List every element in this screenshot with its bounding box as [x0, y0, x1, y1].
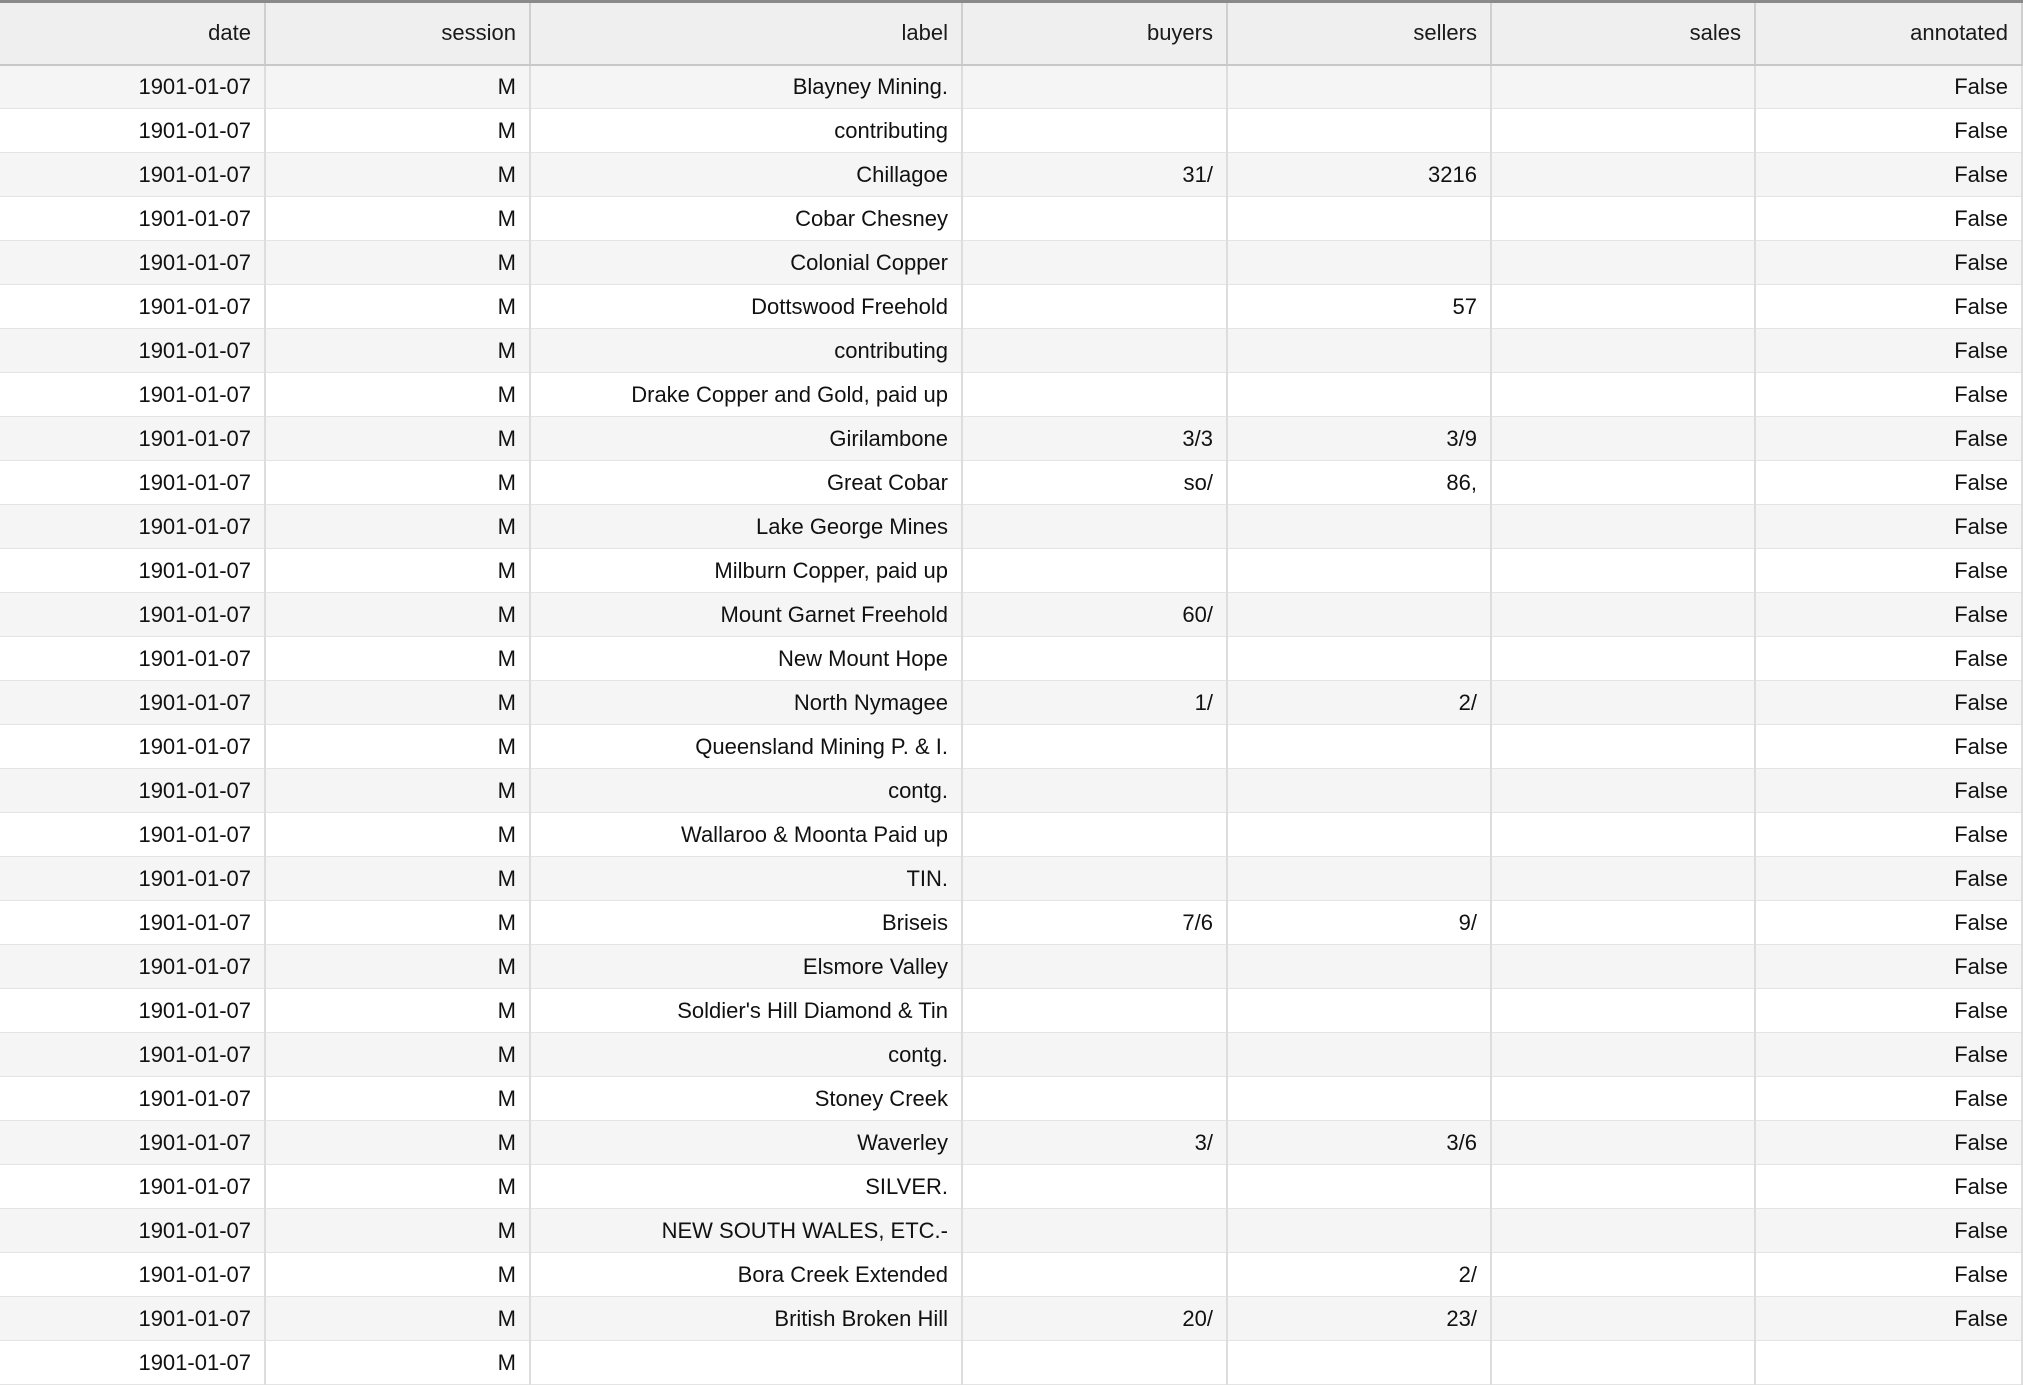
- cell-annotated[interactable]: False: [1755, 945, 2022, 989]
- column-header-sellers[interactable]: sellers: [1227, 2, 1491, 65]
- cell-sellers[interactable]: 23/: [1227, 1297, 1491, 1341]
- cell-label[interactable]: Elsmore Valley: [530, 945, 962, 989]
- table-row[interactable]: [0, 1165, 2022, 1209]
- cell-sales[interactable]: [1491, 593, 1755, 637]
- cell-sellers[interactable]: [1227, 989, 1491, 1033]
- cell-date[interactable]: 1901-01-07: [0, 857, 265, 901]
- cell-buyers[interactable]: 3/: [962, 1121, 1227, 1165]
- cell-label[interactable]: Wallaroo & Moonta Paid up: [530, 813, 962, 857]
- cell-date[interactable]: 1901-01-07: [0, 813, 265, 857]
- column-header-session[interactable]: session: [265, 2, 530, 65]
- cell-label[interactable]: contributing: [530, 109, 962, 153]
- table-row[interactable]: [0, 901, 2022, 945]
- cell-sales[interactable]: [1491, 1165, 1755, 1209]
- cell-sales[interactable]: [1491, 329, 1755, 373]
- cell-annotated[interactable]: False: [1755, 373, 2022, 417]
- cell-buyers[interactable]: 3/3: [962, 417, 1227, 461]
- cell-date[interactable]: 1901-01-07: [0, 197, 265, 241]
- table-row[interactable]: [0, 593, 2022, 637]
- cell-date[interactable]: 1901-01-07: [0, 505, 265, 549]
- header-row: [0, 2, 2022, 65]
- cell-date[interactable]: 1901-01-07: [0, 681, 265, 725]
- cell-sales[interactable]: [1491, 945, 1755, 989]
- table-row[interactable]: [0, 153, 2022, 197]
- cell-buyers[interactable]: 1/: [962, 681, 1227, 725]
- cell-date[interactable]: 1901-01-07: [0, 1121, 265, 1165]
- cell-session[interactable]: M: [265, 329, 530, 373]
- cell-annotated[interactable]: False: [1755, 769, 2022, 813]
- table-row[interactable]: [0, 1253, 2022, 1297]
- cell-date[interactable]: 1901-01-07: [0, 153, 265, 197]
- cell-label[interactable]: Blayney Mining.: [530, 65, 962, 109]
- cell-sellers[interactable]: [1227, 1341, 1491, 1385]
- cell-buyers[interactable]: [962, 109, 1227, 153]
- table-row[interactable]: [0, 109, 2022, 153]
- cell-date[interactable]: 1901-01-07: [0, 901, 265, 945]
- column-header-label[interactable]: label: [530, 2, 962, 65]
- cell-date[interactable]: 1901-01-07: [0, 1209, 265, 1253]
- cell-sales[interactable]: [1491, 241, 1755, 285]
- cell-session[interactable]: M: [265, 1077, 530, 1121]
- table-row[interactable]: [0, 989, 2022, 1033]
- cell-sales[interactable]: [1491, 901, 1755, 945]
- cell-label[interactable]: TIN.: [530, 857, 962, 901]
- cell-date[interactable]: 1901-01-07: [0, 1077, 265, 1121]
- cell-buyers[interactable]: [962, 857, 1227, 901]
- cell-annotated[interactable]: False: [1755, 461, 2022, 505]
- cell-sales[interactable]: [1491, 989, 1755, 1033]
- cell-date[interactable]: 1901-01-07: [0, 417, 265, 461]
- cell-label[interactable]: NEW SOUTH WALES, ETC.-: [530, 1209, 962, 1253]
- cell-label[interactable]: Queensland Mining P. & I.: [530, 725, 962, 769]
- cell-sellers[interactable]: 2/: [1227, 1253, 1491, 1297]
- cell-label[interactable]: Drake Copper and Gold, paid up: [530, 373, 962, 417]
- cell-sellers[interactable]: 57: [1227, 285, 1491, 329]
- cell-annotated[interactable]: False: [1755, 65, 2022, 109]
- table-row[interactable]: [0, 1077, 2022, 1121]
- cell-buyers[interactable]: [962, 813, 1227, 857]
- cell-buyers[interactable]: [962, 329, 1227, 373]
- cell-session[interactable]: M: [265, 1121, 530, 1165]
- cell-date[interactable]: 1901-01-07: [0, 241, 265, 285]
- cell-sales[interactable]: [1491, 857, 1755, 901]
- cell-sales[interactable]: [1491, 373, 1755, 417]
- cell-label[interactable]: Briseis: [530, 901, 962, 945]
- column-header-date[interactable]: date: [0, 2, 265, 65]
- cell-date[interactable]: 1901-01-07: [0, 769, 265, 813]
- cell-session[interactable]: M: [265, 461, 530, 505]
- cell-sales[interactable]: [1491, 549, 1755, 593]
- cell-label[interactable]: Bora Creek Extended: [530, 1253, 962, 1297]
- cell-buyers[interactable]: [962, 945, 1227, 989]
- cell-date[interactable]: 1901-01-07: [0, 549, 265, 593]
- cell-sales[interactable]: [1491, 1209, 1755, 1253]
- cell-session[interactable]: M: [265, 1165, 530, 1209]
- cell-annotated[interactable]: False: [1755, 241, 2022, 285]
- cell-annotated[interactable]: False: [1755, 197, 2022, 241]
- cell-sellers[interactable]: 9/: [1227, 901, 1491, 945]
- table-body: [0, 65, 2022, 1385]
- cell-session[interactable]: M: [265, 681, 530, 725]
- cell-label[interactable]: Girilambone: [530, 417, 962, 461]
- cell-sales[interactable]: [1491, 1121, 1755, 1165]
- table-row[interactable]: [0, 725, 2022, 769]
- cell-buyers[interactable]: [962, 1165, 1227, 1209]
- cell-sellers[interactable]: 3/6: [1227, 1121, 1491, 1165]
- cell-date[interactable]: 1901-01-07: [0, 1341, 265, 1385]
- cell-label[interactable]: Cobar Chesney: [530, 197, 962, 241]
- cell-sellers[interactable]: [1227, 1209, 1491, 1253]
- cell-label[interactable]: Chillagoe: [530, 153, 962, 197]
- cell-sales[interactable]: [1491, 153, 1755, 197]
- cell-sales[interactable]: [1491, 769, 1755, 813]
- cell-session[interactable]: M: [265, 153, 530, 197]
- cell-sales[interactable]: [1491, 1077, 1755, 1121]
- cell-annotated[interactable]: False: [1755, 1077, 2022, 1121]
- cell-sellers[interactable]: [1227, 373, 1491, 417]
- cell-buyers[interactable]: [962, 197, 1227, 241]
- cell-label[interactable]: Soldier's Hill Diamond & Tin: [530, 989, 962, 1033]
- cell-annotated[interactable]: False: [1755, 285, 2022, 329]
- cell-label[interactable]: contg.: [530, 1033, 962, 1077]
- cell-session[interactable]: M: [265, 241, 530, 285]
- cell-sellers[interactable]: 86,: [1227, 461, 1491, 505]
- cell-session[interactable]: M: [265, 857, 530, 901]
- table-row[interactable]: [0, 857, 2022, 901]
- cell-sellers[interactable]: 3/9: [1227, 417, 1491, 461]
- cell-sales[interactable]: [1491, 813, 1755, 857]
- cell-label[interactable]: SILVER.: [530, 1165, 962, 1209]
- table-row[interactable]: [0, 1121, 2022, 1165]
- cell-session[interactable]: M: [265, 549, 530, 593]
- cell-sellers[interactable]: [1227, 637, 1491, 681]
- cell-sales[interactable]: [1491, 1297, 1755, 1341]
- cell-buyers[interactable]: [962, 1209, 1227, 1253]
- cell-date[interactable]: 1901-01-07: [0, 945, 265, 989]
- cell-annotated[interactable]: False: [1755, 901, 2022, 945]
- cell-sellers[interactable]: [1227, 593, 1491, 637]
- cell-label[interactable]: Mount Garnet Freehold: [530, 593, 962, 637]
- cell-session[interactable]: M: [265, 637, 530, 681]
- cell-buyers[interactable]: [962, 241, 1227, 285]
- table-row[interactable]: [0, 197, 2022, 241]
- cell-label[interactable]: Stoney Creek: [530, 1077, 962, 1121]
- cell-buyers[interactable]: [962, 549, 1227, 593]
- cell-annotated[interactable]: False: [1755, 1033, 2022, 1077]
- cell-annotated[interactable]: False: [1755, 549, 2022, 593]
- cell-sellers[interactable]: [1227, 329, 1491, 373]
- cell-date[interactable]: 1901-01-07: [0, 373, 265, 417]
- column-header-sales[interactable]: sales: [1491, 2, 1755, 65]
- cell-label[interactable]: Waverley: [530, 1121, 962, 1165]
- table-row[interactable]: [0, 1297, 2022, 1341]
- table-row[interactable]: [0, 417, 2022, 461]
- table-row[interactable]: [0, 329, 2022, 373]
- cell-session[interactable]: M: [265, 945, 530, 989]
- cell-sellers[interactable]: [1227, 1033, 1491, 1077]
- cell-session[interactable]: M: [265, 65, 530, 109]
- cell-sellers[interactable]: [1227, 549, 1491, 593]
- table-row[interactable]: [0, 1209, 2022, 1253]
- cell-date[interactable]: 1901-01-07: [0, 329, 265, 373]
- cell-buyers[interactable]: 20/: [962, 1297, 1227, 1341]
- column-header-annotated[interactable]: annotated: [1755, 2, 2022, 65]
- cell-label[interactable]: Lake George Mines: [530, 505, 962, 549]
- cell-annotated[interactable]: [1755, 1341, 2022, 1385]
- table-row[interactable]: [0, 637, 2022, 681]
- cell-sellers[interactable]: [1227, 945, 1491, 989]
- cell-date[interactable]: 1901-01-07: [0, 1253, 265, 1297]
- cell-label[interactable]: New Mount Hope: [530, 637, 962, 681]
- cell-session[interactable]: M: [265, 1033, 530, 1077]
- cell-session[interactable]: M: [265, 901, 530, 945]
- cell-sellers[interactable]: [1227, 769, 1491, 813]
- cell-buyers[interactable]: [962, 769, 1227, 813]
- cell-sellers[interactable]: [1227, 813, 1491, 857]
- cell-buyers[interactable]: 60/: [962, 593, 1227, 637]
- table-row[interactable]: [0, 681, 2022, 725]
- cell-annotated[interactable]: False: [1755, 329, 2022, 373]
- cell-annotated[interactable]: False: [1755, 505, 2022, 549]
- cell-session[interactable]: M: [265, 1209, 530, 1253]
- cell-buyers[interactable]: so/: [962, 461, 1227, 505]
- cell-date[interactable]: 1901-01-07: [0, 593, 265, 637]
- cell-annotated[interactable]: False: [1755, 417, 2022, 461]
- cell-annotated[interactable]: False: [1755, 1165, 2022, 1209]
- cell-sales[interactable]: [1491, 725, 1755, 769]
- cell-buyers[interactable]: [962, 1341, 1227, 1385]
- cell-annotated[interactable]: False: [1755, 857, 2022, 901]
- cell-buyers[interactable]: [962, 373, 1227, 417]
- table-row[interactable]: [0, 769, 2022, 813]
- cell-date[interactable]: 1901-01-07: [0, 1165, 265, 1209]
- cell-sellers[interactable]: [1227, 65, 1491, 109]
- cell-sales[interactable]: [1491, 461, 1755, 505]
- cell-buyers[interactable]: [962, 1077, 1227, 1121]
- cell-annotated[interactable]: False: [1755, 989, 2022, 1033]
- cell-annotated[interactable]: False: [1755, 681, 2022, 725]
- cell-annotated[interactable]: False: [1755, 1209, 2022, 1253]
- cell-sales[interactable]: [1491, 1341, 1755, 1385]
- cell-label[interactable]: [530, 1341, 962, 1385]
- table-row[interactable]: [0, 505, 2022, 549]
- cell-date[interactable]: 1901-01-07: [0, 109, 265, 153]
- cell-annotated[interactable]: False: [1755, 153, 2022, 197]
- cell-annotated[interactable]: False: [1755, 725, 2022, 769]
- cell-sales[interactable]: [1491, 681, 1755, 725]
- table-row[interactable]: [0, 549, 2022, 593]
- table-row[interactable]: [0, 373, 2022, 417]
- table-row[interactable]: [0, 65, 2022, 109]
- cell-label[interactable]: Milburn Copper, paid up: [530, 549, 962, 593]
- cell-annotated[interactable]: False: [1755, 109, 2022, 153]
- cell-sales[interactable]: [1491, 285, 1755, 329]
- cell-sellers[interactable]: [1227, 857, 1491, 901]
- cell-buyers[interactable]: 7/6: [962, 901, 1227, 945]
- cell-sales[interactable]: [1491, 505, 1755, 549]
- cell-label[interactable]: Dottswood Freehold: [530, 285, 962, 329]
- table-row[interactable]: [0, 285, 2022, 329]
- cell-annotated[interactable]: False: [1755, 637, 2022, 681]
- cell-annotated[interactable]: False: [1755, 1297, 2022, 1341]
- cell-date[interactable]: 1901-01-07: [0, 65, 265, 109]
- cell-sales[interactable]: [1491, 1033, 1755, 1077]
- cell-buyers[interactable]: 31/: [962, 153, 1227, 197]
- cell-annotated[interactable]: False: [1755, 1253, 2022, 1297]
- cell-date[interactable]: 1901-01-07: [0, 461, 265, 505]
- cell-session[interactable]: M: [265, 417, 530, 461]
- cell-sellers[interactable]: [1227, 1165, 1491, 1209]
- cell-session[interactable]: M: [265, 813, 530, 857]
- cell-sellers[interactable]: 2/: [1227, 681, 1491, 725]
- cell-buyers[interactable]: [962, 725, 1227, 769]
- cell-annotated[interactable]: False: [1755, 1121, 2022, 1165]
- cell-session[interactable]: M: [265, 725, 530, 769]
- cell-sellers[interactable]: [1227, 725, 1491, 769]
- cell-buyers[interactable]: [962, 505, 1227, 549]
- cell-date[interactable]: 1901-01-07: [0, 1297, 265, 1341]
- cell-sellers[interactable]: [1227, 109, 1491, 153]
- cell-session[interactable]: M: [265, 505, 530, 549]
- cell-annotated[interactable]: False: [1755, 593, 2022, 637]
- cell-buyers[interactable]: [962, 1033, 1227, 1077]
- cell-session[interactable]: M: [265, 197, 530, 241]
- cell-buyers[interactable]: [962, 1253, 1227, 1297]
- cell-sales[interactable]: [1491, 109, 1755, 153]
- cell-sellers[interactable]: [1227, 505, 1491, 549]
- cell-sales[interactable]: [1491, 1253, 1755, 1297]
- cell-session[interactable]: M: [265, 373, 530, 417]
- cell-sales[interactable]: [1491, 417, 1755, 461]
- cell-buyers[interactable]: [962, 65, 1227, 109]
- table-header: [0, 2, 2022, 65]
- cell-buyers[interactable]: [962, 637, 1227, 681]
- cell-session[interactable]: M: [265, 285, 530, 329]
- cell-date[interactable]: 1901-01-07: [0, 285, 265, 329]
- cell-label[interactable]: North Nymagee: [530, 681, 962, 725]
- table-row[interactable]: [0, 1341, 2022, 1385]
- cell-session[interactable]: M: [265, 1341, 530, 1385]
- cell-date[interactable]: 1901-01-07: [0, 637, 265, 681]
- cell-sales[interactable]: [1491, 65, 1755, 109]
- cell-sellers[interactable]: [1227, 1077, 1491, 1121]
- cell-session[interactable]: M: [265, 1297, 530, 1341]
- cell-sellers[interactable]: 3216: [1227, 153, 1491, 197]
- cell-label[interactable]: contributing: [530, 329, 962, 373]
- cell-sellers[interactable]: [1227, 197, 1491, 241]
- cell-date[interactable]: 1901-01-07: [0, 1033, 265, 1077]
- table-row[interactable]: [0, 461, 2022, 505]
- cell-session[interactable]: M: [265, 593, 530, 637]
- cell-sales[interactable]: [1491, 637, 1755, 681]
- cell-session[interactable]: M: [265, 1253, 530, 1297]
- cell-date[interactable]: 1901-01-07: [0, 989, 265, 1033]
- cell-label[interactable]: Colonial Copper: [530, 241, 962, 285]
- cell-label[interactable]: contg.: [530, 769, 962, 813]
- cell-date[interactable]: 1901-01-07: [0, 725, 265, 769]
- cell-label[interactable]: Great Cobar: [530, 461, 962, 505]
- cell-session[interactable]: M: [265, 989, 530, 1033]
- cell-sellers[interactable]: [1227, 241, 1491, 285]
- table-row[interactable]: [0, 945, 2022, 989]
- cell-session[interactable]: M: [265, 769, 530, 813]
- cell-session[interactable]: M: [265, 109, 530, 153]
- cell-buyers[interactable]: [962, 989, 1227, 1033]
- column-header-buyers[interactable]: buyers: [962, 2, 1227, 65]
- cell-label[interactable]: British Broken Hill: [530, 1297, 962, 1341]
- table-row[interactable]: [0, 813, 2022, 857]
- table-row[interactable]: [0, 241, 2022, 285]
- cell-sales[interactable]: [1491, 197, 1755, 241]
- cell-annotated[interactable]: False: [1755, 813, 2022, 857]
- table-row[interactable]: [0, 1033, 2022, 1077]
- cell-buyers[interactable]: [962, 285, 1227, 329]
